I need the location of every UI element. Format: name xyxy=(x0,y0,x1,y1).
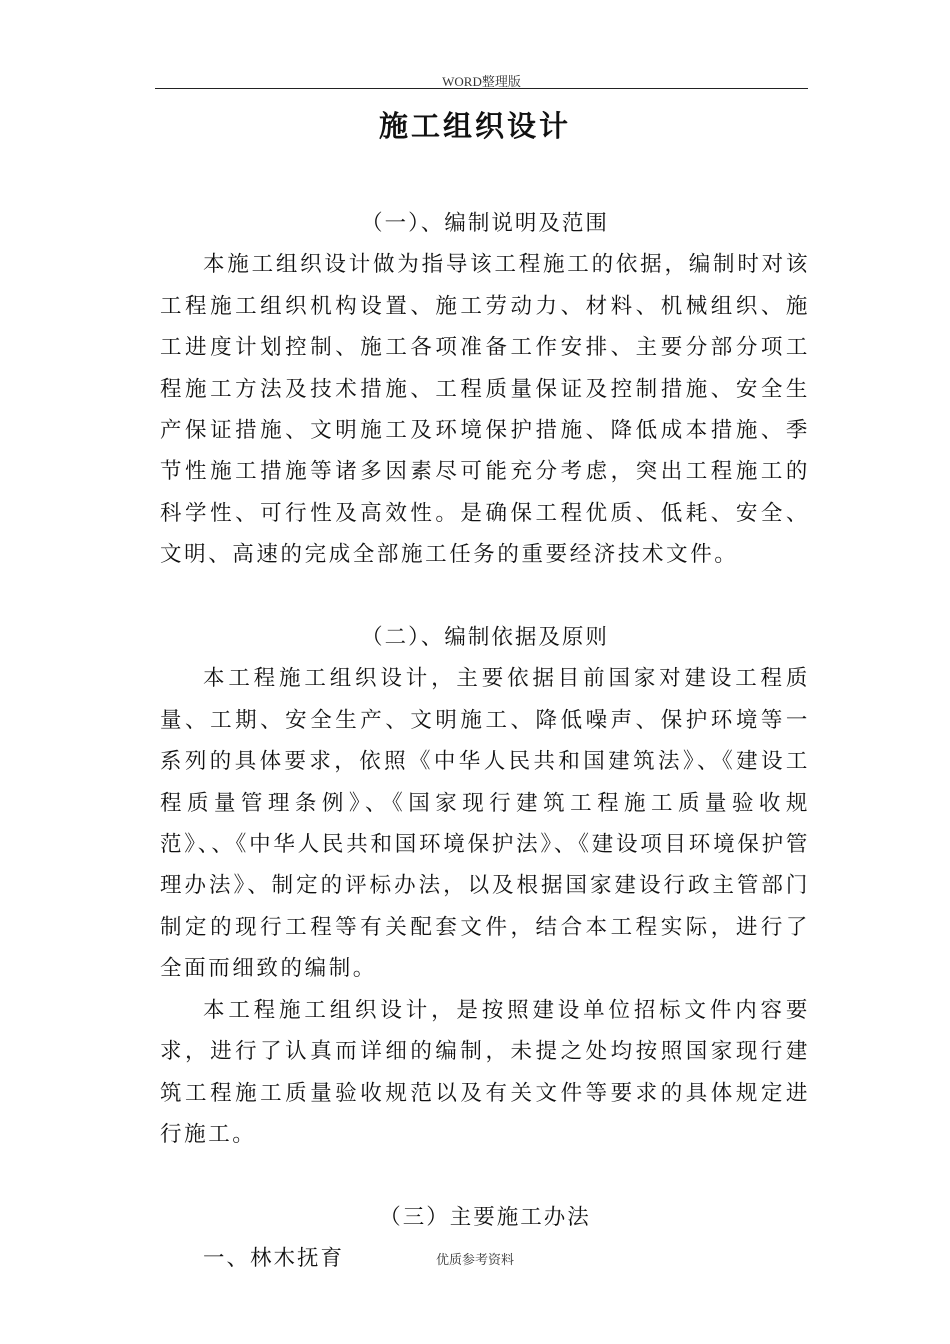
section-2-paragraph-1: 本工程施工组织设计，主要依据目前国家对建设工程质量、工期、安全生产、文明施工、降低噪声、保护环境等一系列的具体要求，依照《中华人民共和国建筑法》、《建设工程质量管理条例》、《国家现行建筑工程施工质量验收规范》、、《中华人民共和国环境保护法》、《建设项目环境保护管理办法》、制定的评标办法，以及根据国家建设行政主管部门制定的现行工程等有关配套文件，结合本工程实际，进行了全面而细致的编制。 xyxy=(160,666,810,982)
header-text: WORD整理版 xyxy=(442,74,521,89)
subsection-heading-1: 一、林木抚育 xyxy=(203,1246,345,1272)
document-body xyxy=(160,203,810,1280)
blank-line xyxy=(160,1155,810,1196)
section-2-paragraph-2: 本工程施工组织设计，是按照建设单位招标文件内容要求，进行了认真而详细的编制，未提之处均按照国家现行建筑工程施工质量验收规范以及有关文件等要求的具体规定进行施工。 xyxy=(160,997,810,1147)
section-heading-1: （一）、编制说明及范围 xyxy=(361,211,609,236)
section-heading-2: （二）、编制依据及原则 xyxy=(361,625,609,651)
section-1-paragraph-1: 本施工组织设计做为指导该工程施工的依据，编制时对该工程施工组织机构设置、施工劳动力、材料、机械组织、施工进度计划控制、施工各项准备工作安排、主要分部分项工程施工方法及技术措施、工程质量保证及控制措施、安全生产保证措施、文明施工及环境保护措施、降低成本措施、季节性施工措施等诸多因素尽可能充分考虑，突出工程施工的科学性、可行性及高效性。是确保工程优质、低耗、安全、文明、高速的完成全部施工任务的重要经济技术文件。 xyxy=(160,252,810,568)
page-footer: 优质参考资料 xyxy=(435,1253,514,1268)
section-heading-3: （三）主要施工办法 xyxy=(379,1204,591,1230)
document-title: 施工组织设计 xyxy=(378,109,571,143)
blank-line xyxy=(160,576,810,617)
page-header xyxy=(155,68,808,89)
